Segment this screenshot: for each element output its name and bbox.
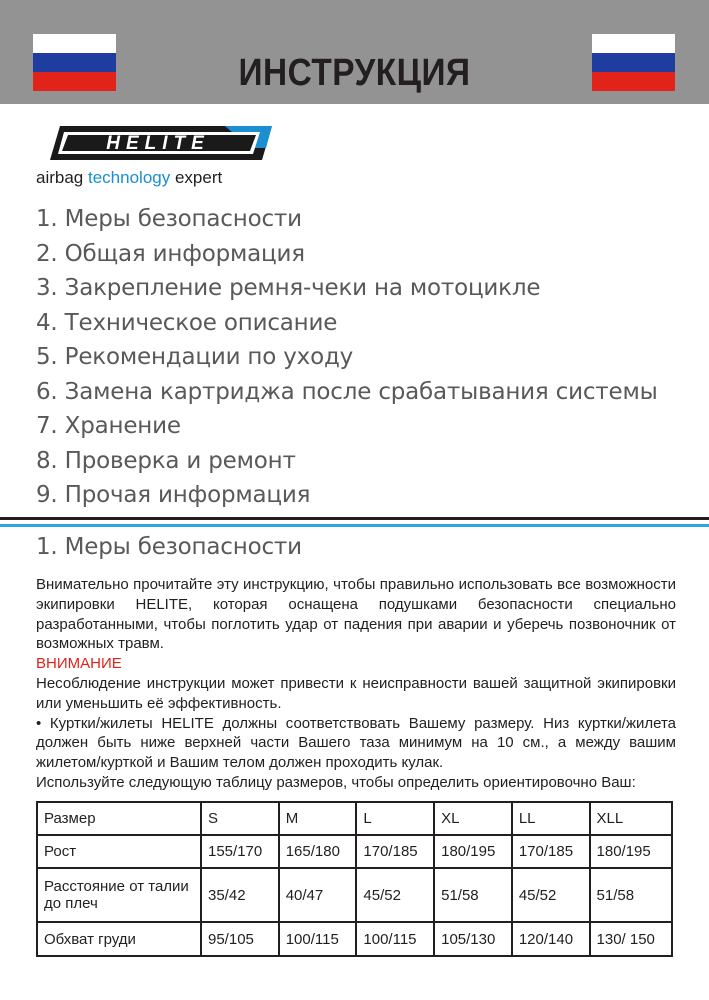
table-row xyxy=(37,835,672,868)
section-title: 1. Меры безопасности xyxy=(36,534,302,560)
table-cell: 180/195 xyxy=(434,835,512,868)
tagline-expert: expert xyxy=(174,168,223,187)
table-header-cell: S xyxy=(201,802,279,835)
tagline-airbag: airbag xyxy=(36,168,84,187)
header-banner xyxy=(0,0,709,104)
table-row xyxy=(37,802,672,835)
table-cell: 105/130 xyxy=(434,922,512,956)
toc-item: 1. Меры безопасности xyxy=(36,206,302,232)
table-header-cell: L xyxy=(356,802,434,835)
table-header-cell: XL xyxy=(434,802,512,835)
table-cell: Обхват груди xyxy=(37,922,201,956)
toc-item: 3. Закрепление ремня-чеки на мотоцикле xyxy=(36,275,541,301)
divider-blue xyxy=(0,524,709,527)
table-cell: 170/185 xyxy=(356,835,434,868)
intro-paragraph: Внимательно прочитайте эту инструкцию, чтобы правильно использовать все возможности экипировки HELITE, которая оснащена подушками безопасности специально разработанными, чтобы поглотить удар от падения при аварии и уберечь позвоночник от возможных травм. xyxy=(36,576,676,653)
table-cell: 130/ 150 xyxy=(590,922,672,956)
toc-item: 5. Рекомендации по уходу xyxy=(36,344,354,370)
toc-item: 4. Техническое описание xyxy=(36,309,338,336)
table-header-cell: XLL xyxy=(590,802,672,835)
table-cell: 155/170 xyxy=(201,835,279,868)
table-cell: 100/115 xyxy=(279,922,357,956)
warning-label: ВНИМАНИЕ xyxy=(36,655,122,673)
section-body xyxy=(36,575,676,793)
toc-item: 8. Проверка и ремонт xyxy=(36,447,296,474)
table-cell: 51/58 xyxy=(590,868,672,922)
table-cell: 165/180 xyxy=(279,835,357,868)
helite-logo-icon xyxy=(50,118,290,168)
warning-paragraph: Несоблюдение инструкции может привести к неисправности вашей защитной экипировки или уменьшить её эффективность. xyxy=(36,674,676,712)
divider-black xyxy=(0,517,709,520)
table-row xyxy=(37,868,672,922)
table-cell: 95/105 xyxy=(201,922,279,956)
bullet-paragraph: • Куртки/жилеты HELITE должны соответствовать Вашему размеру. Низ куртки/жилета должен быть ниже верхней части Вашего таза минимум на 10 см., а между вашим жилетом/курткой и Вашим телом должен проходить кулак. xyxy=(36,714,676,772)
table-cell: 45/52 xyxy=(512,868,590,922)
toc-item: 2. Общая информация xyxy=(36,240,305,267)
russian-flag-right-icon xyxy=(592,34,675,91)
table-header-cell: Размер xyxy=(37,802,201,835)
table-cell: Расстояние от талии до плеч xyxy=(37,868,201,922)
table-row xyxy=(37,922,672,956)
table-header-cell: M xyxy=(279,802,357,835)
table-cell: 170/185 xyxy=(512,835,590,868)
tagline-technology: technology xyxy=(88,168,171,187)
table-cell: Рост xyxy=(37,835,201,868)
table-header-cell: LL xyxy=(512,802,590,835)
table-cell: 100/115 xyxy=(356,922,434,956)
table-cell: 35/42 xyxy=(201,868,279,922)
table-cell: 51/58 xyxy=(434,868,512,922)
table-cell: 45/52 xyxy=(356,868,434,922)
logo-tagline xyxy=(36,168,222,188)
table-cell: 120/140 xyxy=(512,922,590,956)
table-intro: Используйте следующую таблицу размеров, чтобы определить ориентировочно Ваш: xyxy=(36,773,636,791)
table-cell: 40/47 xyxy=(279,868,357,922)
page-title: ИНСТРУКЦИЯ xyxy=(238,52,471,94)
size-table xyxy=(36,801,673,957)
toc-item: 9. Прочая информация xyxy=(36,482,311,508)
table-cell: 180/195 xyxy=(590,835,672,868)
toc-item: 6. Замена картриджа после срабатывания системы xyxy=(36,378,658,405)
logo-brand-text: HELITE xyxy=(106,133,210,154)
table-of-contents xyxy=(36,202,658,513)
toc-item: 7. Хранение xyxy=(36,413,181,439)
